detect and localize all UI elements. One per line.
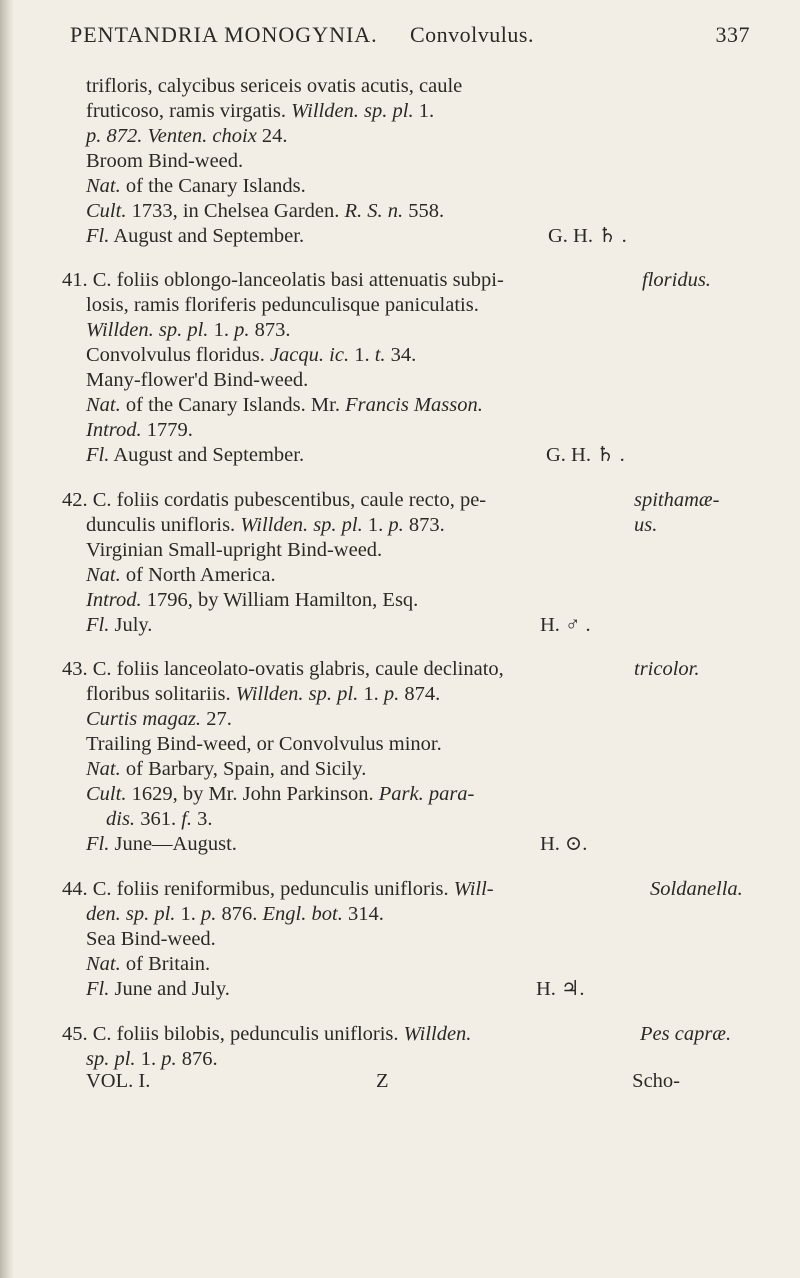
page-number: 337 [715,22,750,47]
text-line: Virginian Small-upright Bind-weed. [86,539,383,561]
text-line: Fl. August and September. [86,225,305,247]
header-class-order: PENTANDRIA MONOGYNIA. [70,22,378,47]
text-line: Convolvulus floridus. Jacqu. ic. 1. t. 34. [86,344,417,366]
text-line: 42. C. foliis cordatis pubescentibus, caule recto, pe- [62,489,487,511]
text-line: p. 872. Venten. choix 24. [86,125,288,147]
header-genus: Convolvulus. [410,22,534,47]
text-line: sp. pl. 1. p. 876. [86,1048,218,1070]
species-name: spithamæ- [634,489,720,511]
text-line: dunculis unifloris. Willden. sp. pl. 1. p. 873. [86,514,445,536]
text-line: Cult. 1629, by Mr. John Parkinson. Park. para- [86,783,475,805]
text-line: 45. C. foliis bilobis, pedunculis unifloris. Willden. [62,1023,472,1045]
text-line: Many-flower'd Bind-weed. [86,369,309,391]
text-line: Sea Bind-weed. [86,928,216,950]
species-name: floridus. [642,269,711,291]
text-line: 43. C. foliis lanceolato-ovatis glabris, caule declinato, [62,658,504,680]
text-line: Nat. of the Canary Islands. Mr. Francis Masson. [86,394,483,416]
species-name: Soldanella. [650,878,743,900]
text-line: fruticoso, ramis virgatis. Willden. sp. pl. 1. [86,100,435,122]
text-line: Nat. of Britain. [86,953,211,975]
species-name: tricolor. [634,658,700,680]
text-line: floribus solitariis. Willden. sp. pl. 1. p. 874. [86,683,441,705]
habitat-symbol: H. ♃. [536,978,585,1000]
habitat-symbol: G. H. ♄ . [548,225,627,247]
text-line: Fl. July. [86,614,153,636]
text-line: dis. 361. f. 3. [106,808,213,830]
text-line: Fl. June—August. [86,833,237,855]
text-line: Trailing Bind-weed, or Convolvulus minor. [86,733,442,755]
species-name-continuation: us. [634,514,658,536]
species-name: Pes capræ. [640,1023,732,1045]
text-line: Nat. of the Canary Islands. [86,175,306,197]
text-line: Nat. of North America. [86,564,276,586]
text-line: Introd. 1779. [86,419,193,441]
page-gutter-shadow [0,0,14,1278]
text-line: Curtis magaz. 27. [86,708,232,730]
text-line: Nat. of Barbary, Spain, and Sicily. [86,758,367,780]
text-line: Fl. June and July. [86,978,230,1000]
habitat-symbol: H. ⊙. [540,833,588,855]
page-footer [86,1070,750,1096]
habitat-symbol: H. ♂ . [540,614,591,636]
running-header [70,22,750,52]
text-line: 44. C. foliis reniformibus, pedunculis unifloris. Will- [62,878,494,900]
text-line: Introd. 1796, by William Hamilton, Esq. [86,589,419,611]
text-line: Fl. August and September. [86,444,305,466]
text-line: Broom Bind-weed. [86,150,244,172]
text-line: trifloris, calycibus sericeis ovatis acutis, caule [86,75,463,97]
text-line: Willden. sp. pl. 1. p. 873. [86,319,291,341]
catchword: Scho- [632,1070,680,1092]
text-line: Cult. 1733, in Chelsea Garden. R. S. n. 558. [86,200,445,222]
text-line: 41. C. foliis oblongo-lanceolatis basi attenuatis subpi- [62,269,504,291]
habitat-symbol: G. H. ♄ . [546,444,625,466]
text-line: den. sp. pl. 1. p. 876. Engl. bot. 314. [86,903,384,925]
signature-mark: Z [376,1070,389,1092]
text-line: losis, ramis floriferis pedunculisque paniculatis. [86,294,479,316]
volume-mark: VOL. I. [86,1070,151,1092]
